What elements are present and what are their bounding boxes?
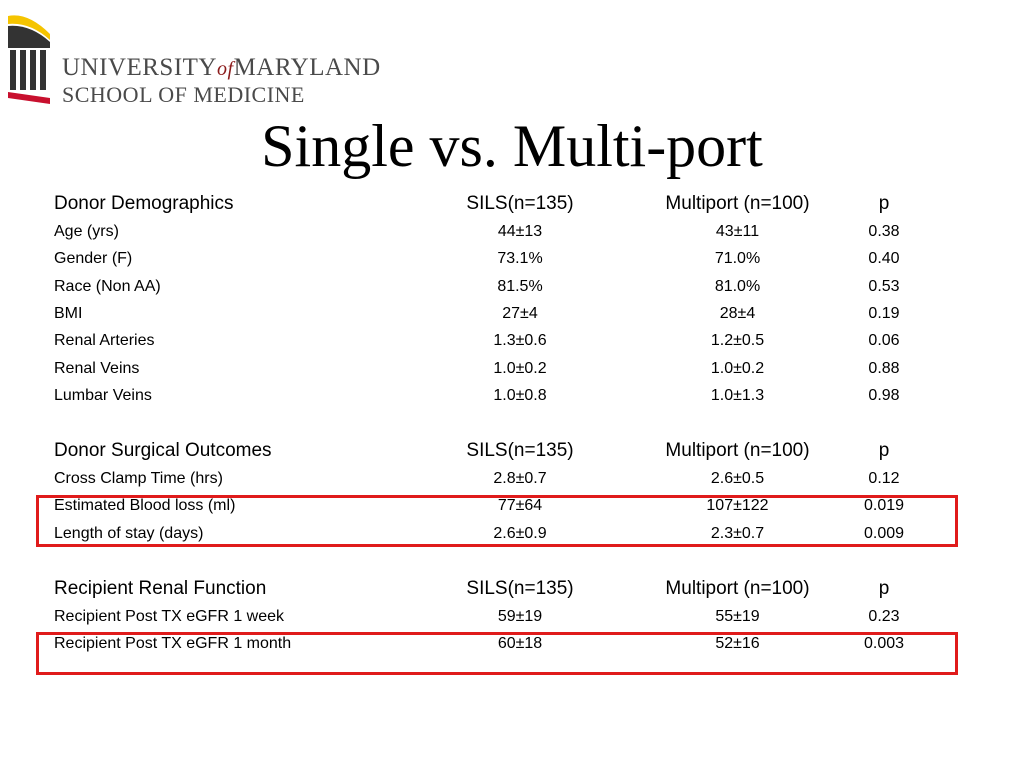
- column-header: Multiport (n=100): [665, 440, 810, 461]
- sils-value: 27±4: [502, 304, 538, 322]
- row-label: Recipient Post TX eGFR 1 week: [54, 608, 285, 625]
- row-label: BMI: [54, 304, 83, 322]
- multiport-value: 1.0±1.3: [710, 386, 765, 404]
- logo-university-name: UNIVERSITYofMARYLAND: [62, 54, 381, 81]
- table-row: [0, 470, 1024, 497]
- multiport-value: 81.0%: [714, 277, 761, 295]
- sils-value: 2.6±0.9: [493, 524, 547, 542]
- logo-school-name: SCHOOL OF MEDICINE: [62, 82, 305, 107]
- section-title: Donor Surgical Outcomes: [54, 440, 272, 461]
- slide-title: Single vs. Multi-port: [261, 113, 763, 179]
- column-header: SILS(n=135): [466, 578, 574, 599]
- table-row: [0, 332, 1024, 359]
- sils-value: 77±64: [497, 497, 543, 515]
- university-logo: [6, 12, 381, 107]
- table-row: [0, 305, 1024, 332]
- sils-value: 59±19: [497, 608, 543, 625]
- row-label: Gender (F): [54, 250, 133, 268]
- multiport-value: 28±4: [719, 304, 756, 322]
- sils-value: 1.0±0.8: [493, 386, 547, 404]
- multiport-value: 71.0%: [714, 250, 761, 268]
- p-value: 0.98: [868, 386, 900, 404]
- p-value: 0.23: [868, 608, 900, 625]
- section-title: Donor Demographics: [54, 193, 234, 214]
- multiport-value: 43±11: [715, 223, 760, 240]
- p-value: 0.40: [868, 250, 900, 268]
- column-header: Multiport (n=100): [665, 578, 810, 599]
- multiport-value: 1.0±0.2: [710, 359, 765, 377]
- table-row: [0, 223, 1024, 250]
- row-label: Lumbar Veins: [54, 386, 152, 404]
- multiport-value: 55±19: [715, 608, 760, 625]
- sils-value: 44±13: [497, 223, 543, 240]
- p-value: 0.003: [863, 635, 905, 653]
- column-header: SILS(n=135): [466, 440, 574, 461]
- row-label: Age (yrs): [54, 223, 119, 240]
- row-label: Renal Arteries: [54, 332, 155, 350]
- multiport-value: 2.3±0.7: [710, 524, 765, 542]
- p-value: 0.53: [868, 277, 900, 295]
- section-header: [0, 193, 1024, 220]
- p-value: 0.38: [868, 223, 900, 240]
- section-title: Recipient Renal Function: [54, 578, 267, 599]
- sils-value: 81.5%: [497, 277, 543, 295]
- multiport-value: 1.2±0.5: [710, 332, 765, 350]
- table-row: [0, 250, 1024, 277]
- p-value: 0.88: [868, 359, 900, 377]
- p-value: 0.009: [863, 524, 905, 542]
- sils-value: 60±18: [497, 635, 543, 653]
- section-header: [0, 578, 1024, 605]
- highlight-box-surgical: [36, 495, 958, 547]
- row-label: Race (Non AA): [54, 277, 161, 295]
- multiport-value: 52±16: [715, 635, 760, 653]
- section-header: [0, 440, 1024, 467]
- table-row: [0, 608, 1024, 635]
- column-header: SILS(n=135): [466, 193, 574, 214]
- column-header: p: [878, 193, 890, 214]
- column-header: Multiport (n=100): [665, 193, 810, 214]
- column-header: p: [878, 440, 890, 461]
- sils-value: 1.0±0.2: [493, 359, 547, 377]
- row-label: Estimated Blood loss (ml): [54, 497, 236, 515]
- p-value: 0.019: [863, 497, 905, 515]
- table-row: [0, 278, 1024, 305]
- column-header: p: [878, 578, 890, 599]
- highlight-box-recipient: [36, 632, 958, 675]
- row-label: Length of stay (days): [54, 524, 204, 542]
- row-label: Recipient Post TX eGFR 1 month: [54, 635, 292, 653]
- sils-value: 73.1%: [497, 250, 543, 268]
- row-label: Renal Veins: [54, 359, 140, 377]
- sils-value: 2.8±0.7: [493, 470, 547, 487]
- p-value: 0.12: [868, 470, 900, 487]
- table-row: [0, 360, 1024, 387]
- p-value: 0.19: [868, 304, 900, 322]
- table-row: [0, 387, 1024, 414]
- sils-value: 1.3±0.6: [493, 332, 547, 350]
- multiport-value: 2.6±0.5: [710, 470, 765, 487]
- p-value: 0.06: [868, 332, 900, 350]
- dome-icon: [6, 12, 54, 104]
- multiport-value: 107±122: [706, 497, 769, 515]
- row-label: Cross Clamp Time (hrs): [54, 470, 223, 487]
